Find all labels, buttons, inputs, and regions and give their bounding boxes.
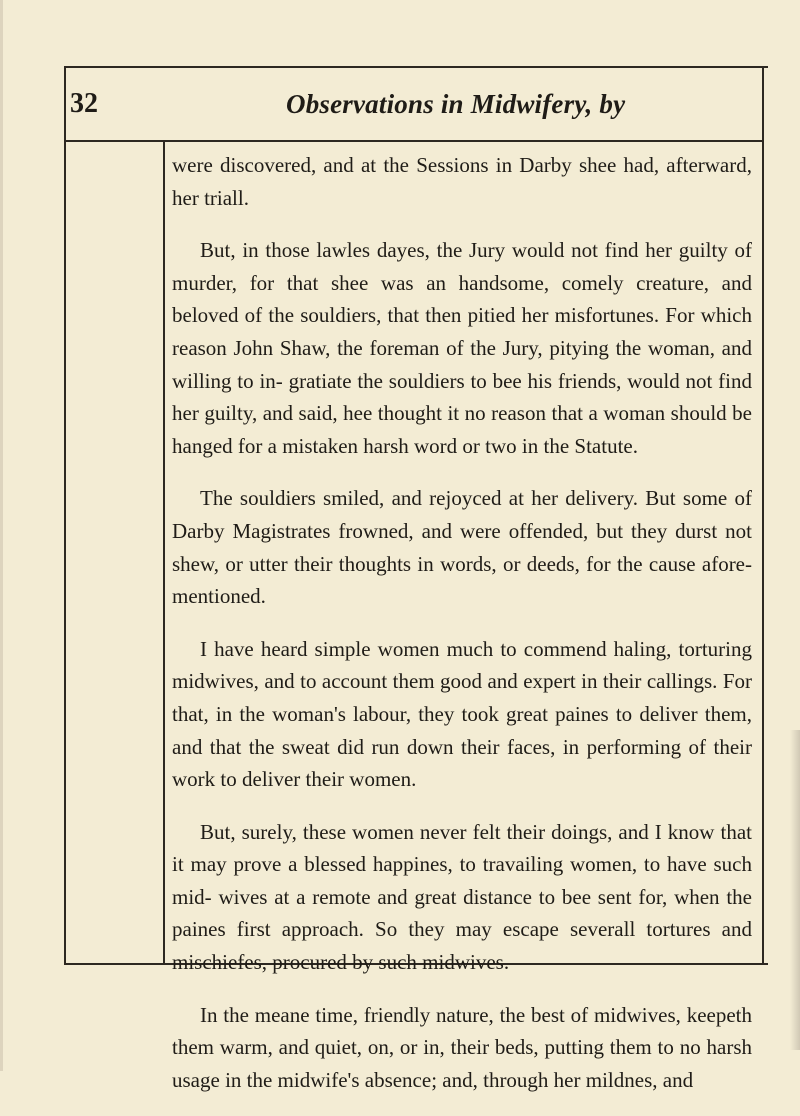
left-border-rule xyxy=(64,66,66,964)
paragraph: were discovered, and at the Sessions in Darby shee had, afterward, her triall. xyxy=(172,153,752,210)
paragraph: But, surely, these women never felt their doings, and I know that it may prove a blessed happines, to travailing women, to have such mid- wives at a remote and great distance to bee sent for, when the paines first approach. So they may escape severall tortures and mischiefes, procured by such midwives. xyxy=(172,819,752,975)
top-border-rule xyxy=(64,66,768,68)
paragraph: The souldiers smiled, and rejoyced at her delivery. But some of Darby Magistrates frowned, and were offended, but they durst not shew, or utter their thoughts in words, or deeds, for the cause afore- mentioned. xyxy=(172,486,752,609)
header-divider-rule xyxy=(64,140,764,142)
right-border-rule xyxy=(762,66,764,964)
page-crease xyxy=(0,0,3,1071)
page-number: 32 xyxy=(70,88,98,119)
paragraph: In the meane time, friendly nature, the best of midwives, keepeth them warm, and quiet, on, or in, their beds, putting them to no harsh usage in the midwife's absence; and, through her mildnes, and xyxy=(172,1002,752,1092)
body-text xyxy=(172,149,752,1116)
scan-edge-shadow xyxy=(790,730,800,1050)
page-header xyxy=(66,88,762,120)
margin-column-rule xyxy=(163,141,165,963)
running-title: Observations in Midwifery, by xyxy=(286,89,626,119)
paragraph: But, in those lawles dayes, the Jury would not find her guilty of murder, for that shee was an handsome, comely creature, and beloved of the souldiers, that then pitied her misfortunes. For which reason John Shaw, the foreman of the Jury, pitying the woman, and willing to in- gratiate the souldiers to bee his friends, would not find her guilty, and said, hee thought it no reason that a woman should be hanged for a mistaken harsh word or two in the Statute. xyxy=(172,238,752,458)
paragraph: I have heard simple women much to commend haling, torturing midwives, and to account them good and expert in their callings. For that, in the woman's labour, they took great paines to deliver them, and that the sweat did run down their faces, in performing of their work to deliver their women. xyxy=(172,636,752,792)
